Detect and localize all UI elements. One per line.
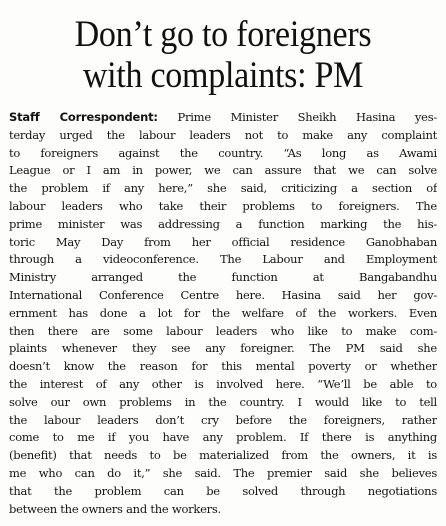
- article-line: labour leaders who take their problems to foreigners. The: [9, 198, 437, 213]
- article-line: toric May Day from her official residence Ganobhaban: [9, 234, 437, 249]
- article-line: come to me if you have any problem. If there is anything: [9, 430, 437, 445]
- article-line: ernment has done a lot for the welfare of the workers. Even: [9, 305, 437, 320]
- article-line: me who can do it,” she said. The premier said she believes: [9, 465, 437, 480]
- article-line: that the problem can be solved through negotiations: [9, 483, 437, 498]
- article-line: terday urged the labour leaders not to make any complaint: [9, 127, 437, 142]
- article-line: (benefit) that needs to be materialized from the owners, it is: [9, 448, 437, 463]
- article-line: plaints whenever they see any foreigner. The PM said she: [9, 341, 437, 356]
- article-body: [9, 109, 437, 518]
- headline: [0, 0, 446, 96]
- article-line: to foreigners against the country. “As long as Awami: [9, 145, 437, 160]
- headline-line-1: Don’t go to foreigners: [74, 14, 372, 55]
- byline: Staff Correspondent:: [9, 110, 158, 124]
- article-line-1: [9, 109, 437, 127]
- article-line: the problem if any here,” she said, criticizing a section of: [9, 181, 437, 196]
- article-line-last: between the owners and the workers.: [9, 501, 221, 516]
- article-line: solve our own problems in the country. I would like to tell: [9, 394, 437, 409]
- article-line: then there are some labour leaders who like to make com-: [9, 323, 437, 338]
- article-line: through a videoconference. The Labour and Employment: [9, 252, 437, 267]
- article-line: Ministry arranged the function at Bangabandhu: [9, 270, 437, 285]
- headline-line-2: with complaints: PM: [82, 55, 364, 96]
- article-line: League or I am in power, we can assure that we can solve: [9, 163, 437, 178]
- article-line: International Conference Centre here. Hasina said her gov-: [9, 287, 437, 302]
- article-line: doesn’t know the reason for this mental poverty or whether: [9, 359, 437, 374]
- article-line: the interest of any other is involved here. “We’ll be able to: [9, 376, 437, 391]
- article-line: prime minister was addressing a function marking the his-: [9, 216, 437, 231]
- article-line-1-text: Prime Minister Sheikh Hasina yes-: [157, 110, 437, 124]
- article-line: the labour leaders don’t cry before the foreigners, rather: [9, 412, 437, 427]
